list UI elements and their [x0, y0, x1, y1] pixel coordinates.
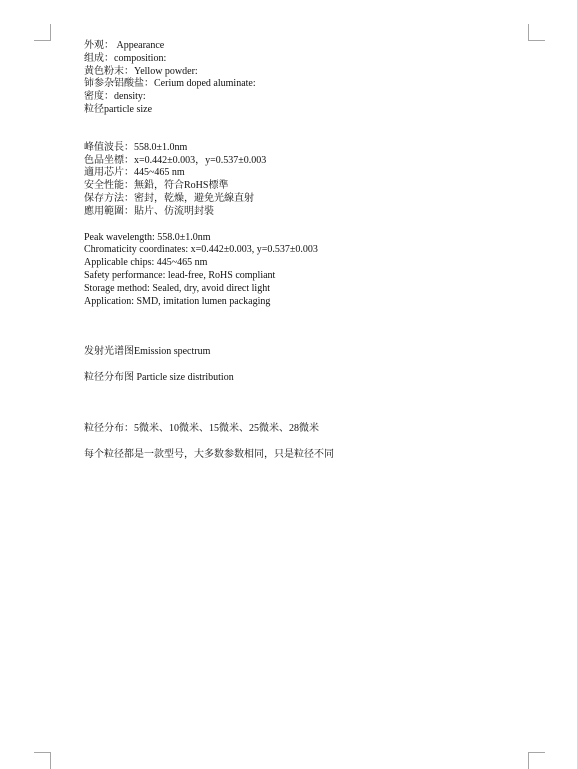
- section-specs-chinese: [84, 142, 524, 219]
- section-specs-english: [84, 232, 524, 309]
- section-composition: [84, 40, 524, 117]
- text-line: 適用芯片：445~465 nm: [84, 167, 185, 179]
- document-body: [84, 40, 524, 462]
- particle-size-distribution-label: 粒径分布图 Particle size distribution: [84, 372, 234, 384]
- text-line: 铈参杂铝酸盐：Cerium doped aluminate:: [84, 78, 256, 90]
- text-line: Storage method: Sealed, dry, avoid direct light: [84, 282, 270, 294]
- text-line: 外观： Appearance: [84, 40, 165, 51]
- text-line: 黄色粉末：Yellow powder:: [84, 65, 198, 77]
- text-line: 安全性能：無鉛，符合RoHS標準: [84, 180, 229, 192]
- text-line: 色品坐標：x=0.442±0.003，y=0.537±0.003: [84, 154, 267, 166]
- margin-corner-top-right: [528, 24, 545, 41]
- text-line: 保存方法：密封，乾燥，避免光線直射: [84, 192, 254, 204]
- text-line: 應用範圍：貼片、仿流明封裝: [84, 205, 214, 217]
- note-line: 每个粒径都是一款型号，大多数参数相同，只是粒径不同: [84, 448, 334, 460]
- text-line: 密度：density:: [84, 91, 146, 103]
- margin-corner-bottom-left: [34, 752, 51, 769]
- text-line: 组成：composition:: [84, 52, 167, 64]
- emission-spectrum-label: 发射光谱图Emission spectrum: [84, 346, 211, 358]
- text-line: Chromaticity coordinates: x=0.442±0.003, y=0.537±0.003: [84, 244, 318, 256]
- text-line: Applicable chips: 445~465 nm: [84, 257, 208, 269]
- margin-corner-bottom-right: [528, 752, 545, 769]
- text-line: Application: SMD, imitation lumen packaging: [84, 295, 271, 307]
- text-line: 粒径particle size: [84, 103, 153, 115]
- text-line: Peak wavelength: 558.0±1.0nm: [84, 231, 211, 243]
- text-line: Safety performance: lead-free, RoHS compliant: [84, 269, 276, 281]
- margin-corner-top-left: [34, 24, 51, 41]
- particle-sizes-line: 粒径分布：5微米、10微米、15微米、25微米、28微米: [84, 422, 319, 434]
- text-line: 峰值波長：558.0±1.0nm: [84, 141, 188, 153]
